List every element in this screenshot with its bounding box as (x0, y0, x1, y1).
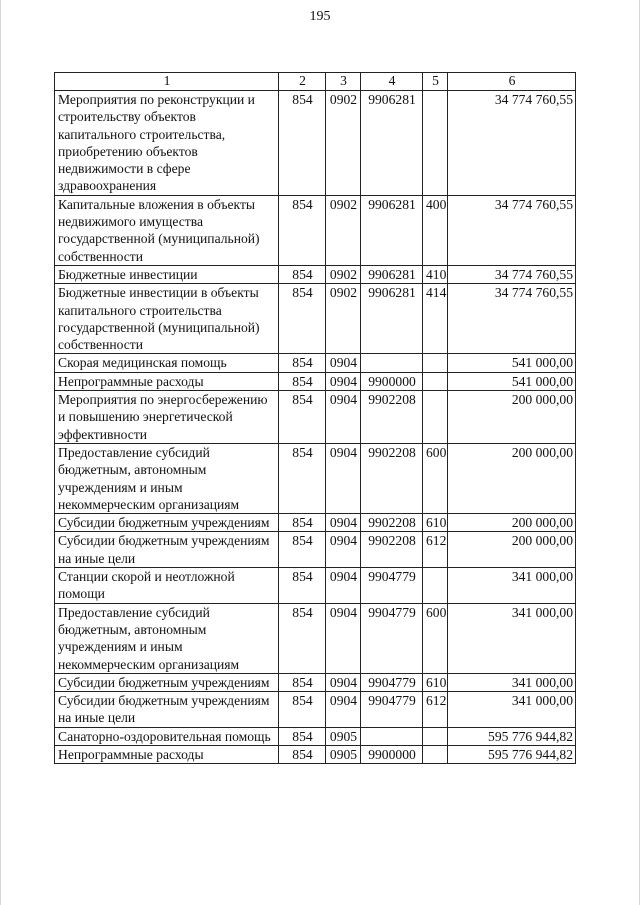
section-code-cell: 0904 (326, 673, 361, 691)
table-row (55, 603, 576, 673)
target-article-cell: 9902208 (361, 514, 423, 532)
column-header-3: 3 (326, 73, 361, 91)
ved-code-cell: 854 (279, 532, 326, 568)
target-article-cell (361, 727, 423, 745)
expense-type-cell: 414 (423, 284, 448, 354)
table-row (55, 354, 576, 372)
row-name-cell: Предоставление субсидий бюджетным, автономным учреждениям и иным некоммерческим организациям (55, 443, 279, 513)
amount-cell: 541 000,00 (448, 354, 576, 372)
expense-type-cell: 610 (423, 514, 448, 532)
section-code-cell: 0904 (326, 603, 361, 673)
page-number: 195 (309, 9, 331, 24)
target-article-cell: 9900000 (361, 372, 423, 390)
ved-code-cell: 854 (279, 514, 326, 532)
expense-type-cell: 410 (423, 265, 448, 283)
amount-cell: 541 000,00 (448, 372, 576, 390)
section-code-cell: 0904 (326, 514, 361, 532)
target-article-cell: 9904779 (361, 568, 423, 604)
table-header (55, 73, 576, 91)
section-code-cell: 0904 (326, 372, 361, 390)
header-row (55, 73, 576, 91)
expense-type-cell: 612 (423, 692, 448, 728)
section-code-cell: 0902 (326, 265, 361, 283)
row-name-cell: Бюджетные инвестиции (55, 265, 279, 283)
ved-code-cell: 854 (279, 443, 326, 513)
row-name-cell: Непрограммные расходы (55, 372, 279, 390)
expense-type-cell (423, 91, 448, 196)
amount-cell: 341 000,00 (448, 673, 576, 691)
amount-cell: 200 000,00 (448, 443, 576, 513)
amount-cell: 595 776 944,82 (448, 727, 576, 745)
section-code-cell: 0902 (326, 91, 361, 196)
table-row (55, 568, 576, 604)
expense-type-cell (423, 568, 448, 604)
amount-cell: 341 000,00 (448, 568, 576, 604)
expense-type-cell (423, 727, 448, 745)
target-article-cell: 9902208 (361, 391, 423, 444)
expense-type-cell: 612 (423, 532, 448, 568)
row-name-cell: Субсидии бюджетным учреждениям на иные цели (55, 692, 279, 728)
column-header-2: 2 (279, 73, 326, 91)
table-row (55, 443, 576, 513)
table-row (55, 692, 576, 728)
section-code-cell: 0902 (326, 195, 361, 265)
column-header-1: 1 (55, 73, 279, 91)
table-row (55, 284, 576, 354)
ved-code-cell: 854 (279, 265, 326, 283)
section-code-cell: 0904 (326, 692, 361, 728)
row-name-cell: Бюджетные инвестиции в объекты капитального строительства государственной (муниципальной) собственности (55, 284, 279, 354)
amount-cell: 200 000,00 (448, 391, 576, 444)
row-name-cell: Субсидии бюджетным учреждениям (55, 514, 279, 532)
section-code-cell: 0904 (326, 568, 361, 604)
ved-code-cell: 854 (279, 284, 326, 354)
target-article-cell: 9906281 (361, 91, 423, 196)
target-article-cell: 9902208 (361, 532, 423, 568)
amount-cell: 34 774 760,55 (448, 91, 576, 196)
amount-cell: 341 000,00 (448, 692, 576, 728)
row-name-cell: Субсидии бюджетным учреждениям на иные цели (55, 532, 279, 568)
ved-code-cell: 854 (279, 354, 326, 372)
section-code-cell: 0904 (326, 391, 361, 444)
table-row (55, 372, 576, 390)
table-row (55, 514, 576, 532)
scan-edge-left (0, 0, 1, 905)
table-row (55, 391, 576, 444)
ved-code-cell: 854 (279, 727, 326, 745)
target-article-cell: 9902208 (361, 443, 423, 513)
target-article-cell: 9906281 (361, 284, 423, 354)
ved-code-cell: 854 (279, 391, 326, 444)
amount-cell: 34 774 760,55 (448, 284, 576, 354)
amount-cell: 200 000,00 (448, 532, 576, 568)
ved-code-cell: 854 (279, 195, 326, 265)
amount-cell: 34 774 760,55 (448, 265, 576, 283)
table-row (55, 91, 576, 196)
target-article-cell (361, 354, 423, 372)
column-header-5: 5 (423, 73, 448, 91)
section-code-cell: 0904 (326, 532, 361, 568)
row-name-cell: Скорая медицинская помощь (55, 354, 279, 372)
target-article-cell: 9904779 (361, 673, 423, 691)
ved-code-cell: 854 (279, 372, 326, 390)
column-header-6: 6 (448, 73, 576, 91)
row-name-cell: Станции скорой и неотложной помощи (55, 568, 279, 604)
row-name-cell: Мероприятия по энергосбережению и повышению энергетической эффективности (55, 391, 279, 444)
amount-cell: 341 000,00 (448, 603, 576, 673)
expense-type-cell: 400 (423, 195, 448, 265)
ved-code-cell: 854 (279, 673, 326, 691)
row-name-cell: Мероприятия по реконструкции и строительству объектов капитального строительства, приобретению объектов недвижимости в сфере здравоохранения (55, 91, 279, 196)
target-article-cell: 9900000 (361, 745, 423, 763)
table-row (55, 195, 576, 265)
row-name-cell: Санаторно-оздоровительная помощь (55, 727, 279, 745)
ved-code-cell: 854 (279, 745, 326, 763)
section-code-cell: 0905 (326, 745, 361, 763)
target-article-cell: 9906281 (361, 195, 423, 265)
table-row (55, 673, 576, 691)
amount-cell: 34 774 760,55 (448, 195, 576, 265)
target-article-cell: 9904779 (361, 692, 423, 728)
section-code-cell: 0902 (326, 284, 361, 354)
row-name-cell: Предоставление субсидий бюджетным, автономным учреждениям и иным некоммерческим организациям (55, 603, 279, 673)
row-name-cell: Капитальные вложения в объекты недвижимого имущества государственной (муниципальной) собственности (55, 195, 279, 265)
table-row (55, 532, 576, 568)
row-name-cell: Субсидии бюджетным учреждениям (55, 673, 279, 691)
ved-code-cell: 854 (279, 568, 326, 604)
expense-type-cell (423, 745, 448, 763)
section-code-cell: 0905 (326, 727, 361, 745)
table-row (55, 745, 576, 763)
section-code-cell: 0904 (326, 354, 361, 372)
target-article-cell: 9906281 (361, 265, 423, 283)
expense-type-cell (423, 354, 448, 372)
amount-cell: 200 000,00 (448, 514, 576, 532)
expense-type-cell (423, 372, 448, 390)
target-article-cell: 9904779 (361, 603, 423, 673)
table-body (55, 91, 576, 764)
expense-type-cell: 600 (423, 443, 448, 513)
column-header-4: 4 (361, 73, 423, 91)
table-row (55, 265, 576, 283)
amount-cell: 595 776 944,82 (448, 745, 576, 763)
ved-code-cell: 854 (279, 603, 326, 673)
budget-table (54, 72, 576, 764)
expense-type-cell: 600 (423, 603, 448, 673)
ved-code-cell: 854 (279, 692, 326, 728)
expense-type-cell (423, 391, 448, 444)
ved-code-cell: 854 (279, 91, 326, 196)
section-code-cell: 0904 (326, 443, 361, 513)
table-row (55, 727, 576, 745)
row-name-cell: Непрограммные расходы (55, 745, 279, 763)
expense-type-cell: 610 (423, 673, 448, 691)
